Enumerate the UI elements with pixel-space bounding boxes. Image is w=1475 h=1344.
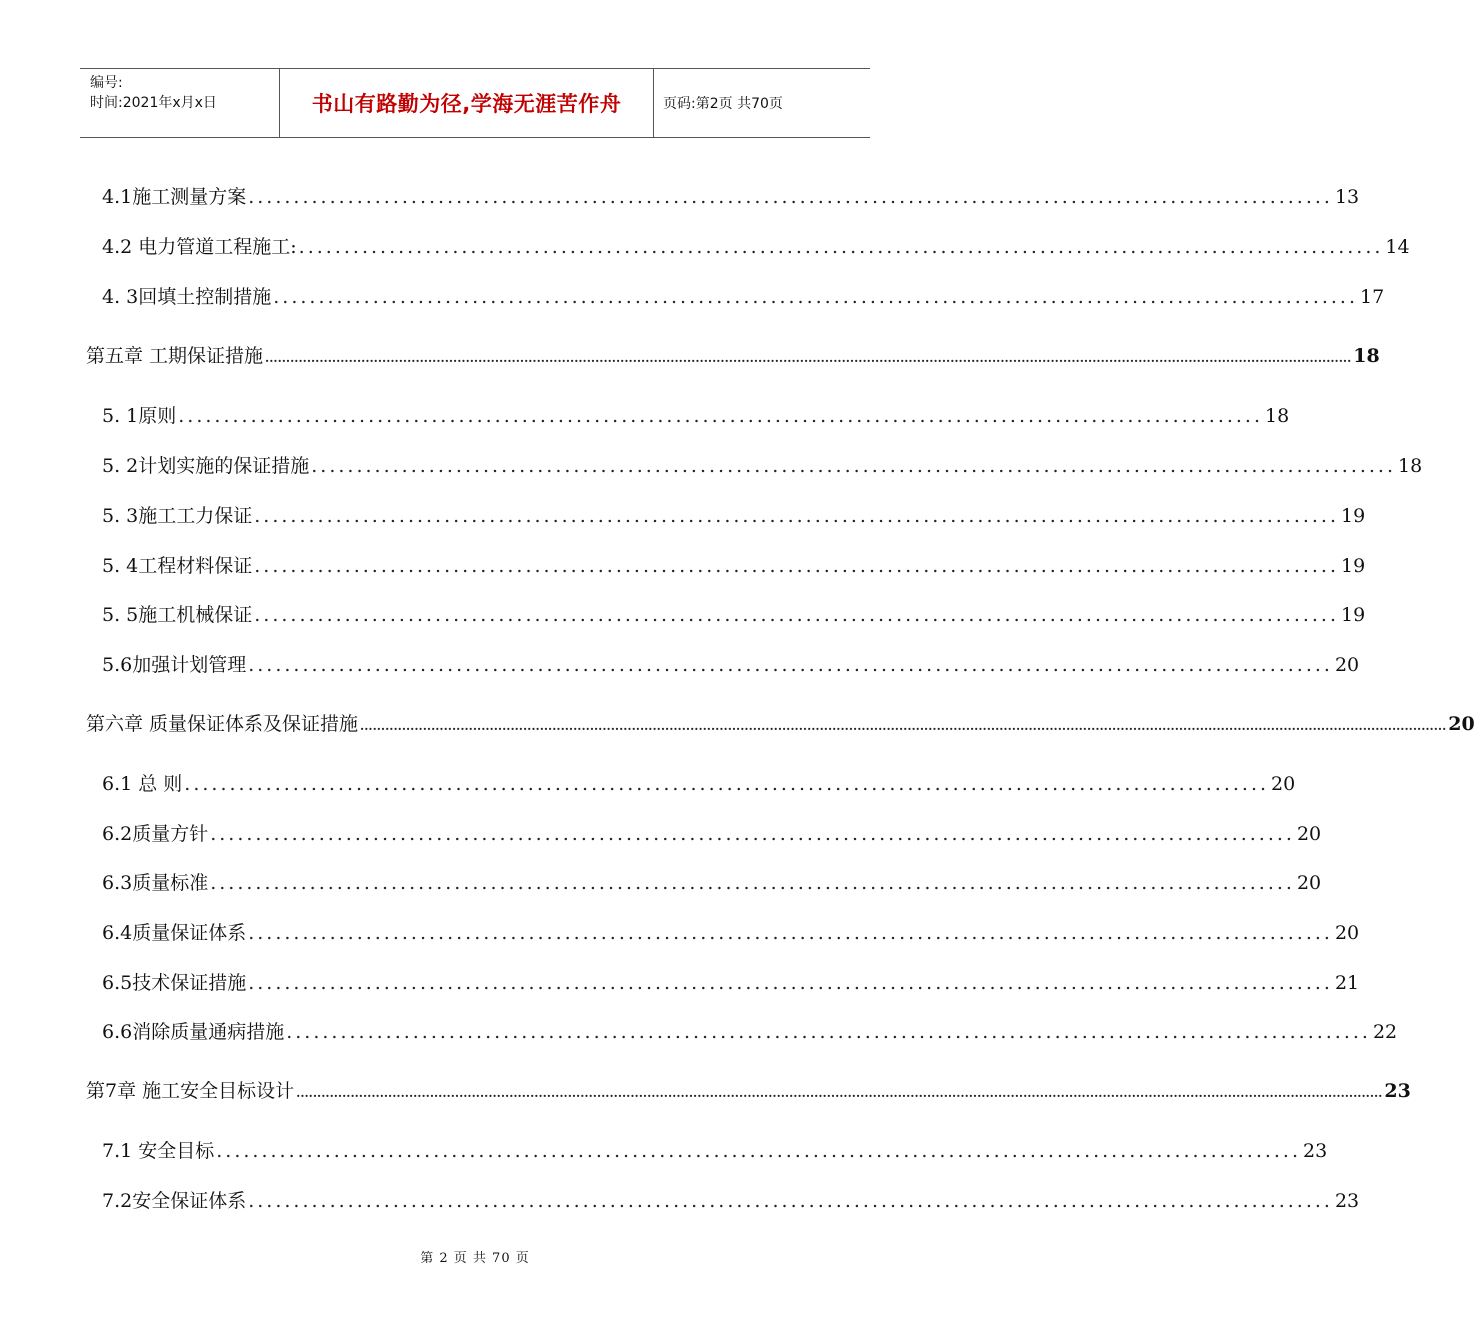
toc-label: 7.2安全保证体系 — [102, 1190, 247, 1212]
header-page-info: 页码:第2页 共70页 — [663, 96, 783, 112]
toc-page: 20 — [1296, 872, 1322, 894]
toc-leader: ........................................................................................................................ — [286, 1021, 1371, 1043]
toc-page: 21 — [1334, 972, 1360, 994]
toc-entry[interactable] — [102, 868, 1322, 895]
toc-entry[interactable] — [102, 232, 1410, 259]
toc-leader: ........................................................................................................................ — [254, 604, 1340, 626]
toc-label: 5. 4工程材料保证 — [102, 555, 253, 577]
toc-page: 19 — [1341, 604, 1366, 626]
toc-entry[interactable] — [102, 401, 1290, 428]
toc-entry[interactable] — [102, 551, 1366, 578]
toc-entry[interactable] — [102, 650, 1360, 677]
toc-label: 6.5技术保证措施 — [102, 972, 247, 994]
toc-leader: ........................................................................................................................ — [210, 872, 1295, 894]
toc-entry[interactable] — [86, 709, 1475, 736]
toc-leader: ........................................................................................................................ — [298, 236, 1384, 258]
page-header — [80, 68, 870, 138]
toc-leader: ........................................................................................................................ — [248, 186, 1333, 208]
toc-page: 23 — [1384, 1080, 1411, 1102]
toc-label: 6.1 总 则 — [102, 773, 183, 795]
toc-entry[interactable] — [102, 968, 1360, 995]
header-number: 编号: — [90, 75, 123, 91]
toc-page: 18 — [1265, 405, 1290, 427]
header-motto: 书山有路勤为径,学海无涯苦作舟 — [280, 69, 654, 137]
toc-leader: ........................................................................................................................ — [248, 972, 1333, 994]
toc-entry[interactable] — [102, 501, 1366, 528]
toc-entry[interactable] — [102, 1186, 1360, 1213]
toc-page: 20 — [1448, 713, 1475, 735]
toc-page: 18 — [1398, 455, 1423, 477]
toc-page: 20 — [1334, 654, 1360, 676]
toc-entry[interactable] — [102, 819, 1322, 846]
toc-label: 6.4质量保证体系 — [102, 922, 247, 944]
toc-leader: ........................................................................................................................ — [248, 654, 1333, 676]
toc-label: 第六章 质量保证体系及保证措施 — [86, 713, 359, 735]
toc-entry[interactable] — [102, 918, 1360, 945]
toc-label: 5. 5施工机械保证 — [102, 604, 253, 626]
toc-page: 18 — [1353, 345, 1380, 367]
toc-leader: .................................................................................................................................................................................................................................................................... — [296, 1086, 1383, 1100]
toc-entry[interactable] — [102, 1017, 1398, 1044]
toc-leader: ........................................................................................................................ — [178, 405, 1264, 427]
toc-label: 5. 3施工工力保证 — [102, 505, 253, 527]
toc-entry[interactable] — [102, 769, 1296, 796]
toc-leader: ........................................................................................................................ — [248, 922, 1333, 944]
toc-label: 7.1 安全目标 — [102, 1140, 215, 1162]
toc-entry[interactable] — [86, 341, 1380, 368]
toc-page: 23 — [1303, 1140, 1328, 1162]
toc-label: 4.1施工测量方案 — [102, 186, 247, 208]
page-footer: 第 2 页 共 70 页 — [420, 1251, 530, 1266]
toc-entry[interactable] — [102, 600, 1366, 627]
toc-label: 6.2质量方针 — [102, 823, 209, 845]
toc-page: 20 — [1271, 773, 1296, 795]
toc-page: 23 — [1334, 1190, 1360, 1212]
toc-page: 20 — [1334, 922, 1360, 944]
header-meta — [80, 69, 280, 137]
toc-label: 第7章 施工安全目标设计 — [86, 1080, 295, 1102]
toc-entry[interactable] — [102, 282, 1385, 309]
toc-label: 第五章 工期保证措施 — [86, 345, 264, 367]
toc-label: 4.2 电力管道工程施工: — [102, 236, 297, 258]
toc-page: 22 — [1372, 1021, 1398, 1043]
toc-entry[interactable] — [102, 182, 1360, 209]
toc-label: 4. 3回填土控制措施 — [102, 286, 272, 308]
toc-leader: ........................................................................................................................ — [184, 773, 1270, 795]
toc-leader: ........................................................................................................................ — [254, 505, 1340, 527]
toc-page: 19 — [1341, 505, 1366, 527]
toc-label: 5.6加强计划管理 — [102, 654, 247, 676]
toc-label: 6.3质量标准 — [102, 872, 209, 894]
toc-leader: .................................................................................................................................................................................................................................................................... — [360, 719, 1447, 733]
toc-label: 5. 2计划实施的保证措施 — [102, 455, 310, 477]
toc-entry[interactable] — [102, 1136, 1328, 1163]
toc-page: 13 — [1334, 186, 1360, 208]
toc-label: 6.6消除质量通病措施 — [102, 1021, 285, 1043]
toc-leader: ........................................................................................................................ — [210, 823, 1295, 845]
toc-leader: ........................................................................................................................ — [311, 455, 1397, 477]
toc-leader: ........................................................................................................................ — [254, 555, 1340, 577]
toc-leader: ........................................................................................................................ — [248, 1190, 1333, 1212]
toc-entry[interactable] — [86, 1076, 1411, 1103]
toc-entry[interactable] — [102, 451, 1423, 478]
toc-page: 14 — [1385, 236, 1410, 258]
toc-label: 5. 1原则 — [102, 405, 177, 427]
toc-leader: ........................................................................................................................ — [273, 286, 1359, 308]
toc-leader: ........................................................................................................................ — [216, 1140, 1302, 1162]
toc-page: 19 — [1341, 555, 1366, 577]
header-time: 时间:2021年x月x日 — [90, 95, 217, 111]
toc-page: 17 — [1360, 286, 1385, 308]
toc-page: 20 — [1296, 823, 1322, 845]
toc-leader: .................................................................................................................................................................................................................................................................... — [265, 351, 1352, 365]
